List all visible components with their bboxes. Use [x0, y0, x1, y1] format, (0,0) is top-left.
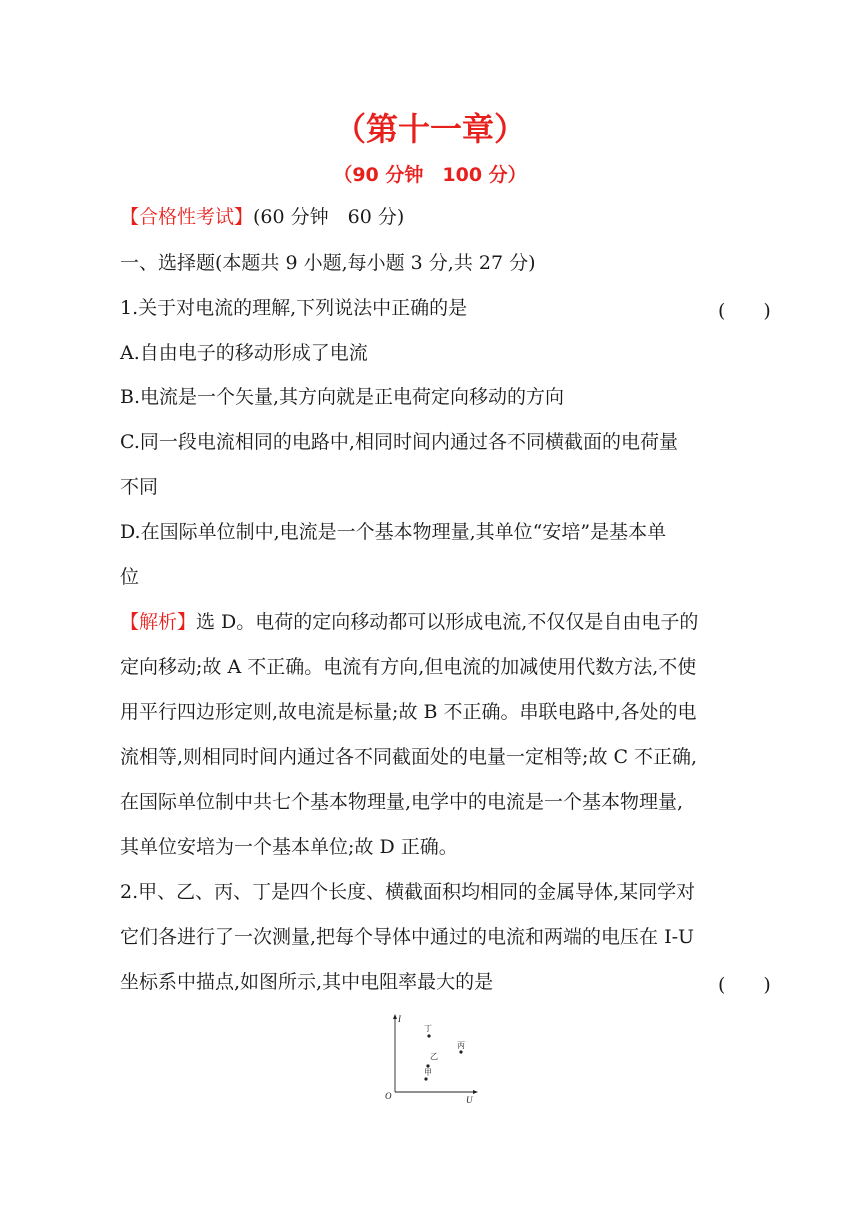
label-yi: 乙: [430, 1052, 438, 1061]
q1-analysis-line2: 定向移动;故 A 不正确。电流有方向,但电流的加减使用代数方法,不使: [120, 656, 697, 678]
y-axis-label: I: [398, 1014, 401, 1024]
label-bing: 丙: [457, 1041, 465, 1050]
part1-heading: 一、选择题(本题共 9 小题,每小题 3 分,共 27 分): [120, 252, 536, 274]
x-axis-arrow: [473, 1090, 478, 1094]
q2-answer-blank: ( ): [718, 974, 771, 996]
analysis-tag: 【解析】: [120, 611, 197, 633]
q1-analysis-line4: 流相等,则相同时间内通过各不同截面处的电量一定相等;故 C 不正确,: [120, 746, 698, 768]
q2-stem-line2: 它们各进行了一次测量,把每个导体中通过的电流和两端的电压在 I-U: [120, 926, 695, 948]
q1-analysis-line1: [120, 610, 698, 634]
point-bing: [459, 1050, 462, 1053]
x-axis-label: U: [466, 1095, 473, 1105]
q1-option-c-line1: C.同一段电流相同的电路中,相同时间内通过各不同横截面的电荷量: [120, 431, 678, 453]
label-jia: 甲: [424, 1068, 432, 1077]
q1-analysis-line3: 用平行四边形定则,故电流是标量;故 B 不正确。串联电路中,各处的电: [120, 701, 697, 723]
q1-answer-blank: ( ): [718, 300, 771, 322]
q1-analysis-line5: 在国际单位制中共七个基本物理量,电学中的电流是一个基本物理量,: [120, 791, 684, 813]
q1-option-d-line1: D.在国际单位制中,电流是一个基本物理量,其单位“安培”是基本单: [120, 521, 667, 543]
y-axis-arrow: [393, 1014, 397, 1019]
page-title: （第十一章）: [333, 110, 526, 148]
q2-stem-line1: 2.甲、乙、丙、丁是四个长度、横截面积均相同的金属导体,某同学对: [120, 881, 696, 903]
origin-label: O: [385, 1091, 392, 1101]
label-ding: 丁: [424, 1024, 432, 1033]
q1-option-a: A.自由电子的移动形成了电流: [120, 342, 368, 364]
analysis-text: 选 D。电荷的定向移动都可以形成电流,不仅仅是自由电子的: [196, 611, 699, 633]
q2-stem-line3: 坐标系中描点,如图所示,其中电阻率最大的是: [120, 971, 494, 993]
iu-graph: [380, 1010, 480, 1110]
point-ding: [427, 1034, 430, 1037]
point-jia: [424, 1077, 427, 1080]
section-heading: [120, 205, 404, 229]
section-detail: (60 分钟 60 分): [253, 206, 405, 228]
q1-stem: 1.关于对电流的理解,下列说法中正确的是: [120, 297, 468, 319]
q1-option-d-line2: 位: [120, 566, 140, 588]
q1-option-c-line2: 不同: [120, 476, 159, 498]
q1-analysis-line6: 其单位安培为一个基本单位;故 D 正确。: [120, 836, 458, 858]
q1-option-b: B.电流是一个矢量,其方向就是正电荷定向移动的方向: [120, 386, 565, 408]
page-subtitle: （90 分钟 100 分）: [333, 164, 527, 186]
section-tag: 【合格性考试】: [120, 206, 254, 228]
